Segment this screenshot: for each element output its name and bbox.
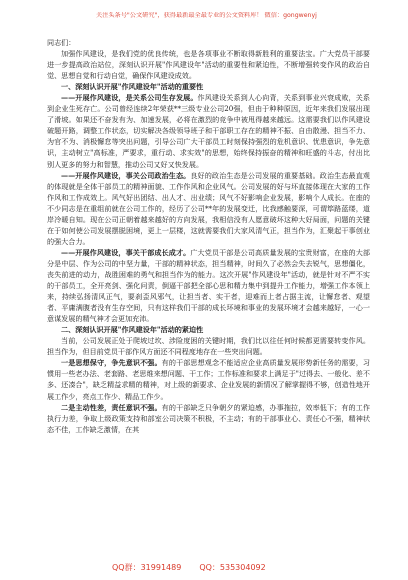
footer-text: [112, 562, 266, 573]
section-2b-paragraph: [47, 402, 370, 435]
footer-contact: [0, 552, 408, 580]
section-1c-paragraph: [47, 247, 370, 324]
qq-group-number: QQ群：31991489: [112, 563, 182, 572]
section-2b-lead: 二是主动性差，责任意识不强。: [61, 402, 162, 412]
document-body: [47, 37, 370, 435]
qq-number: QQ：535304092: [199, 563, 266, 572]
section-2a-body: 有的干部思想观念不能适应企业高质量发展形势新任务的需要，习惯用一些老办法、老套路、老思维来想问题、干工作；工作标准和要求上满足于"过得去、一般化、差不多、还凑合"，缺乏精益求精的精神，对上级的新要求、企业发展的新情况了解掌握得不够，创造性地开展工作少，亮点工作少、精品工作少。: [47, 358, 371, 401]
intro-paragraph: 加强作风建设，是我们党的优良传统，也是各项事业不断取得新胜利的重要法宝。广大党员干部要进一步提高政治站位，深刻认识开展"作风建设年"活动的重要性和紧迫性，不断增强转变作风的政治自觉、思想自觉和行动自觉，确保作风建设成效。: [47, 49, 370, 81]
section-1a-lead: ——开展作风建设，是关系公司生存发展。: [61, 93, 198, 103]
section-1-heading: 一、深刻认识开展"作风建设年"活动的重要性: [61, 82, 204, 92]
section-1a-body: 作风建设关系到人心向背，关系到事业兴衰成败，关系到企业生死存亡。公司曾经连续2年荣获**三级专业公司20强，但由于种种原因，近年来我们发展出现了滑坡。如果还不奋发有为、加速发展，必将在激烈的竞争中被甩得越来越远。这需要我们以作风建设破题开路，调整工作状态，切实解决各级领导班子和干部职工存在的精神不振、自由散漫、担当不力、为官不为、消极懈怠等突出问题，引导公司广大干部员工时刻保持强烈的危机意识、忧患意识，争先意识，主动树立"高标准，严要求，重行动、求实效"的思想，始终保持振奋的精神和旺盛的斗志，付出比别人更多的努力和智慧，推动公司又好又快发展。: [47, 93, 371, 169]
section-1a-paragraph: [47, 92, 370, 169]
banner-ad-text: 关注头条号"公文研究"，获得最新最全最专业的公文资料库！ 微信：gongwenyj: [96, 12, 317, 19]
section-1b-paragraph: [47, 170, 370, 247]
section-2b-body: 有的干部缺乏只争朝夕的紧迫感，办事拖拉，效率低下；有的工作执行力差，争取上级政策支持和部室公司决策不积极，不主动；有的干部事业心、责任心不强，精神状态不佳，工作缺乏激情，在其: [47, 402, 371, 434]
section-1b-lead: ——开展作风建设，事关公司政治生态。: [61, 170, 191, 180]
section-2-heading: 二、深刻认识开展"作风建设年"活动的紧迫性: [61, 325, 204, 335]
section-2a-paragraph: [47, 357, 370, 401]
section-2-paragraph: 当前，公司发展正处于爬坡过坎、涉险度困的关键时期，我们比以往任何时候都更需要转变作风。担当作为，但目前党员干部作风方面还不同程度地存在一些突出问题。: [47, 336, 370, 357]
section-1c-body: 广大党员干部是公司高质量发展的宝贵财富，在座的大部分是中层、作为公司的中坚力量，干部的精神状态，担当精神，时间久了必然会失去锐气，思想僵化，丧失前进的动力，战胜困难的勇气和担当作为的能力。这次开展"作风建设年"活动，就是针对不严不实的干部员工，全开亮剑、强化问责，倒逼干部把全部心思和精力集中到提升工作能力，增强工作本领上来，持续弘扬清风正气，要刹歪风邪气，让担当者、实干者，迎难而上者占据主流，让懈怠者、观望者、平庸满腹者没有生存空间，只有这样我们干部的成长环境和事业的发展环境才会越来越好，一心一意谋发展的精气神才会更加充沛。: [47, 247, 371, 324]
section-1c-lead: ——开展作风建设，事关干部成长成才。: [61, 247, 191, 257]
section-1b-body: 良好的政治生态是公司发展的重要基础。政治生态最直观的体现就是全体干部员工的精神面貌、工作作风和企业风气。公司发展的好与坏直接体现在大家的工作作风和工作成效上。风气好出团结、出人才、出业绩；风气不好影响企业发展，影响个人成长。在座的不少同志是在重组前就在公司工作的，经历了公司**年的发展变迁，比我感触要深，可谓筚路蓝缕，道岸冷暖自知。现在公司正朝着越来越好的方向发展，我相信没有人愿意破坏这种大好局面，问题的关键在于如何使公司发展摆脱困境，更上一层楼，这就需要我们大家风清气正，担当作为，汇聚起干事创业的强大合力。: [47, 170, 371, 246]
greeting: 同志们：: [47, 38, 76, 47]
section-2a-lead: 一是思想保守，争先意识不强。: [61, 358, 162, 368]
header-banner: [0, 0, 408, 31]
